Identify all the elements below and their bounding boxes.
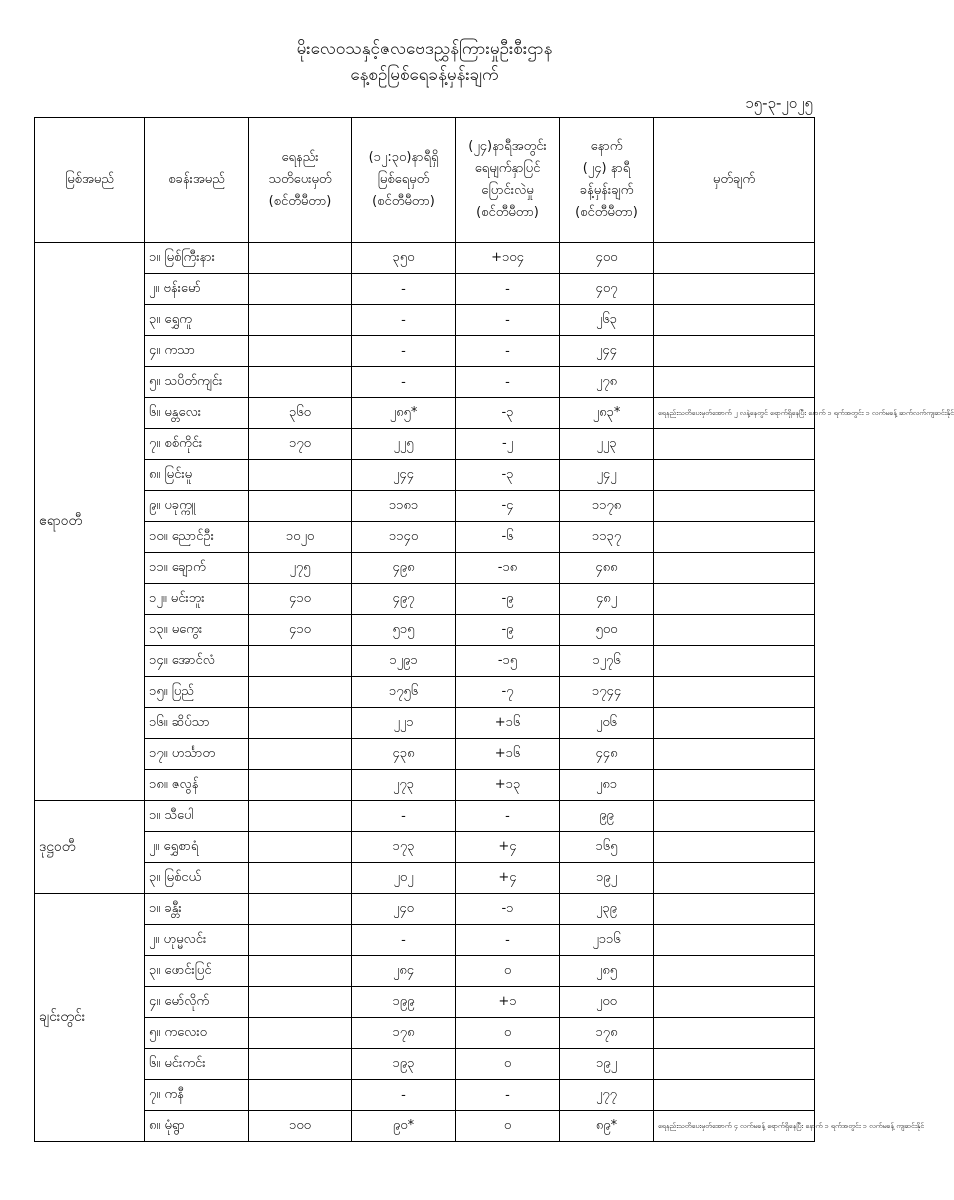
warning-level-cell: ၄၁၀ [249, 584, 352, 615]
station-name-cell: ၁၄။ အောင်လံ [145, 646, 249, 677]
remark-cell [654, 925, 815, 956]
warning-level-cell [249, 956, 352, 987]
table-row [35, 615, 815, 646]
water-level-cell: ၄၉၇ [352, 584, 456, 615]
level-change-cell: - [456, 1080, 560, 1111]
water-level-cell: ၃၅၀ [352, 243, 456, 274]
table-row [35, 522, 815, 553]
header-station [145, 118, 249, 243]
warning-level-cell [249, 863, 352, 894]
forecast-cell: ၂၄၄ [560, 336, 654, 367]
header-warning [249, 118, 352, 243]
header-forecast [560, 118, 654, 243]
warning-level-cell [249, 677, 352, 708]
water-level-cell: ၂၇၃ [352, 770, 456, 801]
warning-level-cell [249, 894, 352, 925]
water-level-cell: ၉၀* [352, 1111, 456, 1142]
header-change-line: ရေမျက်နှာပြင် [474, 161, 541, 176]
station-name-cell: ၆။ မင်းကင်း [145, 1049, 249, 1080]
table-row [35, 801, 815, 832]
level-change-cell: - [456, 305, 560, 336]
water-level-cell: ၂၂၅ [352, 429, 456, 460]
level-change-cell: +၁၆ [456, 739, 560, 770]
station-name-cell: ၂။ ရွှေစာရံ [145, 832, 249, 863]
warning-level-cell [249, 1080, 352, 1111]
station-name-cell: ၁၂။ မင်းဘူး [145, 584, 249, 615]
header-warning-line: ရေနည်း [281, 150, 319, 165]
station-name-cell: ၇။ ကနီ [145, 1080, 249, 1111]
station-name-cell: ၂။ ဗန်းမော် [145, 274, 249, 305]
level-change-cell: +၁၃ [456, 770, 560, 801]
forecast-cell: ၂၀၀ [560, 987, 654, 1018]
water-level-cell: ၁၉၃ [352, 1049, 456, 1080]
header-change-line: ပြောင်းလဲမှု [481, 183, 534, 198]
water-level-cell: ၂၂၁ [352, 708, 456, 739]
forecast-cell: ၂၀၆ [560, 708, 654, 739]
forecast-cell: ၄၈၈ [560, 553, 654, 584]
table-header-row [35, 118, 815, 243]
table-row [35, 429, 815, 460]
water-level-cell: - [352, 1080, 456, 1111]
water-level-cell: - [352, 336, 456, 367]
level-change-cell: +၁၆ [456, 708, 560, 739]
level-change-cell: ၀ [456, 1049, 560, 1080]
header-river-label: မြစ်အမည် [65, 172, 114, 187]
level-change-cell: - [456, 274, 560, 305]
station-name-cell: ၈။ မုံရွာ [145, 1111, 249, 1142]
forecast-cell: ၂၈၅ [560, 956, 654, 987]
level-change-cell: -၄ [456, 491, 560, 522]
forecast-cell: ၂၇၇ [560, 1080, 654, 1111]
remark-cell [654, 274, 815, 305]
remark-cell [654, 1018, 815, 1049]
forecast-cell: ၄၀၀ [560, 243, 654, 274]
water-level-cell: ၁၁၄၀ [352, 522, 456, 553]
remark-cell [654, 770, 815, 801]
warning-level-cell [249, 274, 352, 305]
forecast-cell: ၅၀၀ [560, 615, 654, 646]
remark-cell: ရေနည်းသတိပေးမှတ်အောက် ၄ လက်မခန့် ရောက်ရှိနေပြီး နောက် ၁ ရက်အတွင်း ၁ လက်မခန့် ကျဆင်းနိုင် [654, 1111, 815, 1142]
table-row [35, 305, 815, 336]
remark-cell [654, 367, 815, 398]
station-name-cell: ၁၃။ မကွေး [145, 615, 249, 646]
water-level-cell: ၅၁၅ [352, 615, 456, 646]
header-warning-line: (စင်တီမီတာ) [268, 194, 332, 209]
forecast-cell: ၂၈၃* [560, 398, 654, 429]
station-name-cell: ၅။ ကလေးဝ [145, 1018, 249, 1049]
remark-cell [654, 584, 815, 615]
water-level-cell: ၁၉၉ [352, 987, 456, 1018]
warning-level-cell [249, 987, 352, 1018]
warning-level-cell [249, 646, 352, 677]
table-row [35, 832, 815, 863]
level-change-cell: -၁၈ [456, 553, 560, 584]
forecast-cell: ၄၀၇ [560, 274, 654, 305]
header-level-line: (၁၂:၃၀)နာရီရှိ [368, 150, 439, 165]
station-name-cell: ၁။ မြစ်ကြီးနား [145, 243, 249, 274]
remark-cell [654, 429, 815, 460]
table-row [35, 491, 815, 522]
table-row [35, 677, 815, 708]
water-level-cell: ၂၈၅* [352, 398, 456, 429]
water-level-cell: ၁၇၅၆ [352, 677, 456, 708]
forecast-cell: ၂၂၃ [560, 429, 654, 460]
report-date: ၁၅-၃-၂၀၂၅ [745, 94, 813, 112]
table-row [35, 243, 815, 274]
remark-cell [654, 1049, 815, 1080]
river-name-cell: ချင်းတွင်း [35, 894, 145, 1142]
station-name-cell: ၄။ မော်လိုက် [145, 987, 249, 1018]
level-change-cell: ၀ [456, 1111, 560, 1142]
warning-level-cell [249, 770, 352, 801]
remark-cell [654, 336, 815, 367]
table-row [35, 863, 815, 894]
header-forecast-line: နောက် [590, 139, 623, 154]
warning-level-cell [249, 801, 352, 832]
river-forecast-table [34, 117, 954, 1142]
water-level-cell: - [352, 367, 456, 398]
report-subtitle: နေ့စဉ်မြစ်ရေခန့်မှန်းချက် [350, 65, 499, 85]
warning-level-cell: ၂၇၅ [249, 553, 352, 584]
station-name-cell: ၁၀။ ညောင်ဦး [145, 522, 249, 553]
remark-cell [654, 646, 815, 677]
table-row [35, 336, 815, 367]
water-level-cell: ၂၄၀ [352, 894, 456, 925]
level-change-cell: - [456, 367, 560, 398]
station-name-cell: ၉။ ပခုက္ကူ [145, 491, 249, 522]
header-level [352, 118, 456, 243]
level-change-cell: -၃ [456, 398, 560, 429]
table-row [35, 367, 815, 398]
level-change-cell: - [456, 925, 560, 956]
forecast-cell: ၁၁၇၈ [560, 491, 654, 522]
table-row [35, 584, 815, 615]
remark-cell [654, 956, 815, 987]
forecast-cell: ၄၈၂ [560, 584, 654, 615]
water-level-cell: ၄၉၈ [352, 553, 456, 584]
table-row [35, 646, 815, 677]
level-change-cell: +၁ [456, 987, 560, 1018]
warning-level-cell: ၃၆၀ [249, 398, 352, 429]
station-name-cell: ၃။ မြစ်ငယ် [145, 863, 249, 894]
table-row [35, 398, 815, 429]
station-name-cell: ၆။ မန္တလေး [145, 398, 249, 429]
forecast-cell: ၁၁၃၇ [560, 522, 654, 553]
forecast-cell: ၂၆၃ [560, 305, 654, 336]
forecast-cell: ၂၁၁၆ [560, 925, 654, 956]
table-row [35, 274, 815, 305]
water-level-cell: ၄၃၈ [352, 739, 456, 770]
table-row [35, 770, 815, 801]
warning-level-cell [249, 305, 352, 336]
table-row [35, 894, 815, 925]
station-name-cell: ၈။ မြင်းမူ [145, 460, 249, 491]
warning-level-cell [249, 491, 352, 522]
warning-level-cell: ၁၇၀ [249, 429, 352, 460]
water-level-cell: - [352, 801, 456, 832]
table-row [35, 987, 815, 1018]
forecast-cell: ၁၇၈ [560, 1018, 654, 1049]
water-level-cell: - [352, 925, 456, 956]
station-name-cell: ၁၈။ ဇလွန် [145, 770, 249, 801]
warning-level-cell [249, 460, 352, 491]
forecast-cell: ၂၄၂ [560, 460, 654, 491]
table-row [35, 925, 815, 956]
table-row [35, 460, 815, 491]
warning-level-cell [249, 243, 352, 274]
station-name-cell: ၁၇။ ဟင်္သာတ [145, 739, 249, 770]
level-change-cell: -၆ [456, 522, 560, 553]
table-row [35, 739, 815, 770]
water-level-cell: ၁၂၉၁ [352, 646, 456, 677]
warning-level-cell [249, 739, 352, 770]
remark-cell [654, 522, 815, 553]
warning-level-cell [249, 367, 352, 398]
table-body [35, 243, 954, 1142]
remark-cell [654, 863, 815, 894]
forecast-cell: ၂၇၈ [560, 367, 654, 398]
table-row [35, 1018, 815, 1049]
forecast-cell: ၁၉၂ [560, 863, 654, 894]
water-level-cell: - [352, 274, 456, 305]
station-name-cell: ၁၆။ ဆိပ်သာ [145, 708, 249, 739]
remark-cell [654, 739, 815, 770]
header-forecast-line: ခန့်မှန်းချက် [579, 183, 634, 198]
warning-level-cell: ၁၀၂၀ [249, 522, 352, 553]
station-name-cell: ၄။ ကသာ [145, 336, 249, 367]
forecast-cell: ၁၂၇၆ [560, 646, 654, 677]
station-name-cell: ၂။ ဟုမ္မလင်း [145, 925, 249, 956]
header-station-label: စခန်းအမည် [168, 172, 225, 187]
header-change-line: (စင်တီမီတာ) [476, 205, 539, 220]
forecast-cell: ၁၇၄၄ [560, 677, 654, 708]
river-name-cell: ဧရာဝတီ [35, 243, 145, 801]
level-change-cell: -၉ [456, 584, 560, 615]
forecast-cell: ၄၄၈ [560, 739, 654, 770]
remark-cell [654, 677, 815, 708]
header-remark [654, 118, 815, 243]
warning-level-cell [249, 708, 352, 739]
header-change [456, 118, 560, 243]
remark-cell [654, 801, 815, 832]
remark-cell [654, 832, 815, 863]
station-name-cell: ၇။ စစ်ကိုင်း [145, 429, 249, 460]
remark-cell [654, 553, 815, 584]
station-name-cell: ၃။ ရွှေကူ [145, 305, 249, 336]
station-name-cell: ၁။ သီပေါ [145, 801, 249, 832]
level-change-cell: +၄ [456, 863, 560, 894]
remark-cell [654, 894, 815, 925]
water-level-cell: ၂၄၄ [352, 460, 456, 491]
remark-cell [654, 987, 815, 1018]
remark-cell [654, 708, 815, 739]
remark-cell [654, 615, 815, 646]
forecast-cell: ၁၉၂ [560, 1049, 654, 1080]
water-level-cell: ၁၇၈ [352, 1018, 456, 1049]
report-title: မိုးလေဝသနှင့်ဇလဗေဒညွှန်ကြားမှုဦးစီးဌာန [296, 39, 553, 59]
warning-level-cell [249, 1018, 352, 1049]
level-change-cell: -၉ [456, 615, 560, 646]
table-row [35, 956, 815, 987]
remark-cell [654, 491, 815, 522]
header-warning-line: သတိပေးမှတ် [268, 172, 332, 187]
level-change-cell: - [456, 336, 560, 367]
water-level-cell: ၁၇၃ [352, 832, 456, 863]
forecast-cell: ၁၆၅ [560, 832, 654, 863]
level-change-cell: +၁၀၄ [456, 243, 560, 274]
station-name-cell: ၁၁။ ချောက် [145, 553, 249, 584]
warning-level-cell [249, 832, 352, 863]
remark-cell [654, 243, 815, 274]
forecast-cell: ၂၈၁ [560, 770, 654, 801]
table-row [35, 1049, 815, 1080]
level-change-cell: -၂ [456, 429, 560, 460]
level-change-cell: ၀ [456, 956, 560, 987]
header-level-line: မြစ်ရေမှတ် [377, 172, 430, 187]
header-forecast-line: (၂၄) နာရီ [582, 161, 631, 176]
water-level-cell: - [352, 305, 456, 336]
header-forecast-line: (စင်တီမီတာ) [575, 205, 638, 220]
water-level-cell: ၁၁၈၁ [352, 491, 456, 522]
level-change-cell: -၁ [456, 894, 560, 925]
station-name-cell: ၁။ ခန္တီး [145, 894, 249, 925]
table-row [35, 1111, 815, 1142]
header-change-line: (၂၄)နာရီအတွင်း [468, 139, 547, 154]
warning-level-cell: ၁၀၀ [249, 1111, 352, 1142]
water-level-cell: ၂၈၄ [352, 956, 456, 987]
forecast-cell: ၈၉* [560, 1111, 654, 1142]
station-name-cell: ၅။ သပိတ်ကျင်း [145, 367, 249, 398]
header-level-line: (စင်တီမီတာ) [372, 194, 435, 209]
remark-cell [654, 460, 815, 491]
remark-cell: ရေနည်းသတိပေးမှတ်အောက် ၂ လနဲ့နေတွင် ရောက်ရှိနေပြီး နောက် ၁ ရက်အတွင်း ၁ လက်မခန့် ဆက်လက်ကျဆင်းနိုင် [654, 398, 815, 429]
level-change-cell: +၄ [456, 832, 560, 863]
level-change-cell: -၇ [456, 677, 560, 708]
table-row [35, 553, 815, 584]
water-level-cell: ၂၀၂ [352, 863, 456, 894]
forecast-cell: ၉၉ [560, 801, 654, 832]
remark-cell [654, 1080, 815, 1111]
warning-level-cell [249, 336, 352, 367]
station-name-cell: ၁၅။ ပြည် [145, 677, 249, 708]
table-row [35, 708, 815, 739]
warning-level-cell: ၄၁၀ [249, 615, 352, 646]
remark-cell [654, 305, 815, 336]
level-change-cell: ၀ [456, 1018, 560, 1049]
level-change-cell: - [456, 801, 560, 832]
header-river [35, 118, 145, 243]
level-change-cell: -၃ [456, 460, 560, 491]
forecast-cell: ၂၃၉ [560, 894, 654, 925]
warning-level-cell [249, 925, 352, 956]
river-name-cell: ဒုဋ္ဌဝတီ [35, 801, 145, 894]
header-remark-label: မှတ်ချက် [712, 172, 756, 187]
warning-level-cell [249, 1049, 352, 1080]
station-name-cell: ၃။ ဖောင်းပြင် [145, 956, 249, 987]
level-change-cell: -၁၅ [456, 646, 560, 677]
table-row [35, 1080, 815, 1111]
